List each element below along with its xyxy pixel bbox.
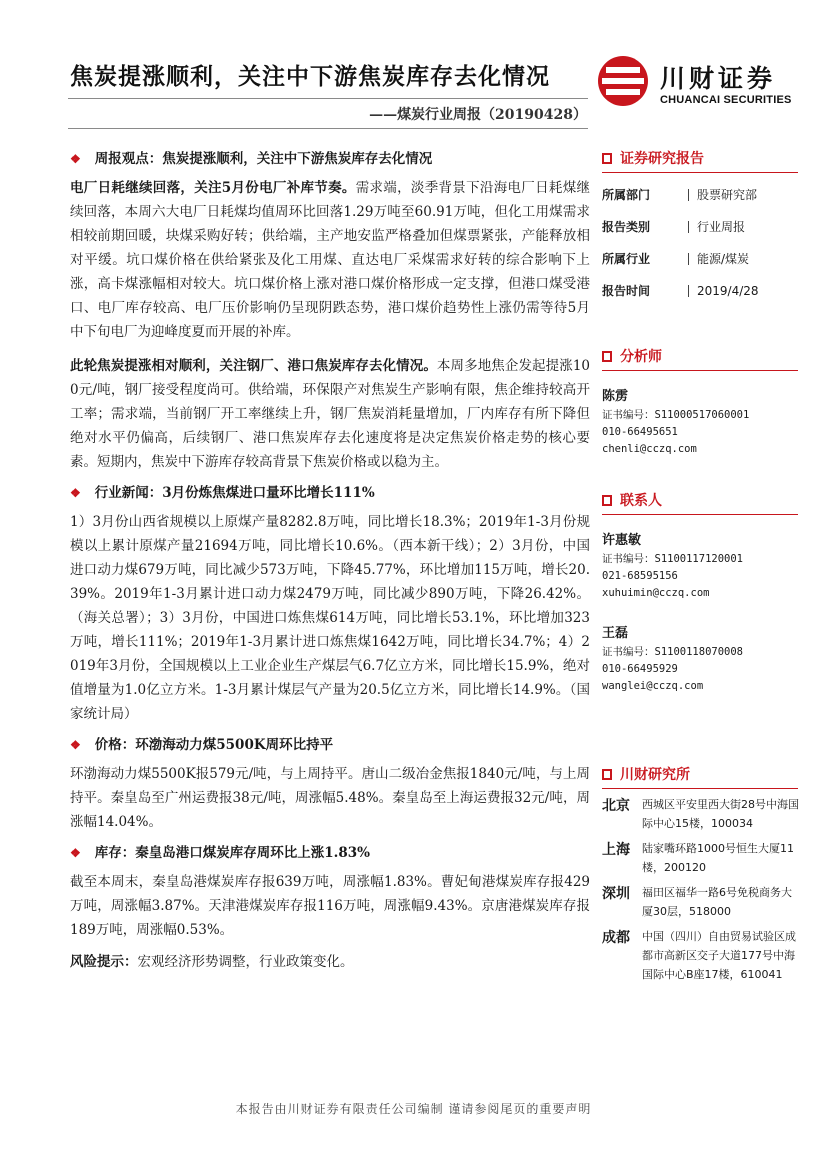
square-bullet-icon bbox=[602, 769, 612, 780]
diamond-bullet-icon: ❖ bbox=[70, 486, 81, 500]
contact-panel bbox=[602, 490, 802, 695]
diamond-bullet-icon: ❖ bbox=[70, 738, 81, 752]
office-chengdu: 成都 中国（四川）自由贸易试验区成都市高新区交子大道177号中海国际中心B座17楼，610041 bbox=[602, 930, 796, 981]
office-shanghai: 上海 陆家嘴环路1000号恒生大厦11楼，200120 bbox=[602, 842, 794, 874]
square-bullet-icon bbox=[602, 351, 612, 362]
main-content bbox=[70, 148, 590, 974]
square-bullet-icon bbox=[602, 495, 612, 506]
diamond-bullet-icon: ❖ bbox=[70, 152, 81, 166]
report-subtitle: ——煤炭行业周报（20190428） bbox=[369, 107, 587, 123]
analyst-cert: 证书编号：S1100051706000​1 bbox=[602, 409, 750, 421]
brand-name-en: CHUANCAI SECURITIES bbox=[660, 94, 792, 106]
analyst-heading: 分析师 bbox=[602, 346, 802, 366]
report-heading: 证券研究报告 bbox=[602, 148, 802, 168]
office-beijing: 北京 西城区平安里西大街28号中海国际中心15楼，100034 bbox=[602, 798, 799, 830]
paragraph: 此轮焦炭提涨相对顺利，关注钢厂、港口焦炭库存去化情况。本周多地焦企发起提涨100元/吨，钢厂接受程度尚可。供给端，环保限产对焦炭生产影响有限，焦企维持较高开工率；需求端，当前钢厂开工率继续上升，钢厂焦炭消耗量增加，厂内库存有所下降但绝对水平仍偏高，后续钢厂、港口焦炭库存去化速度将是决定焦炭价格走势的核心要素。短期内，焦炭中下游库存较高背景下焦炭价格或以稳为主。 bbox=[70, 358, 590, 470]
meta-row-department: 所属部门 股票研究部 bbox=[602, 188, 758, 202]
contact-name: 许惠敏 bbox=[602, 533, 642, 548]
paragraph: 1）3月份山西省规模以上原煤产量8282.8万吨，同比增长18.3%；2019年1-3月份规模以上累计原煤产量21694万吨，同比增长10.6%。（西本新干线）；2）3月份，中国进口动力煤679万吨，同比减少573万吨，下降45.77%，环比增加115万吨，增长20.39%。2019年1-3月累计进口动力煤2479万吨，同比减少890万吨，下降26.42%。（海关总署）；3）3月份，中国进口炼焦煤614万吨，同比增长53.1%，环比增加323万吨，增长111%；2019年1-3月累计进口炼焦煤1642万吨，同比增长34.7%；4）2019年3月份，全国规模以上工业企业生产煤层气6.7亿立方米，同比增长15.9%，绝对值增量为1.0亿立方米。1-3月累计煤层气产量为20.5亿立方米，同比增长14.9%。（国家统计局） bbox=[70, 514, 590, 722]
analyst-phone: 010-66495651 bbox=[602, 426, 678, 438]
square-bullet-icon bbox=[602, 153, 612, 164]
contact-name: 王磊 bbox=[602, 626, 629, 641]
contact-email[interactable]: xuhuimin@cczq.com bbox=[602, 587, 710, 599]
contact-email[interactable]: wanglei@cczq.com bbox=[602, 680, 704, 692]
analyst-email[interactable]: chenli@cczq.com bbox=[602, 443, 697, 455]
contact-phone: 010-66495929 bbox=[602, 663, 678, 675]
risk-warning: 风险提示：宏观经济形势调整，行业政策变化。 bbox=[70, 954, 354, 970]
contact-cert: 证书编号：S1100118070008 bbox=[602, 646, 744, 658]
contact-phone: 021-68595156 bbox=[602, 570, 678, 582]
office-shenzhen: 深圳 福田区福华一路6号免税商务大厦30层，518000 bbox=[602, 886, 792, 918]
contact-heading: 联系人 bbox=[602, 490, 802, 510]
meta-row-category: 报告类别 行业周报 bbox=[602, 220, 746, 234]
section-heading: ❖ 周报观点：焦炭提涨顺利，关注中下游焦炭库存去化情况 bbox=[70, 151, 433, 167]
section-heading: ❖ 行业新闻：3月份炼焦煤进口量环比增长111% bbox=[70, 485, 375, 501]
report-title: 焦炭提涨顺利，关注中下游焦炭库存去化情况 bbox=[70, 63, 550, 90]
paragraph: 电厂日耗继续回落，关注5月份电厂补库节奏。需求端，淡季背景下沿海电厂日耗煤继续回落，本周六大电厂日耗煤均值周环比回落1.29万吨至60.91万吨，但化工用煤需求相较前期回暖，块煤采购好转；供给端，主产地安监严格叠加但煤票紧张，产能释放相对平缓。坑口煤价格在供给紧张及化工用煤、直达电厂采煤需求好转的综合影响下上涨，高卡煤涨幅相对较大。坑口煤价格上涨对港口煤价格形成一定支撑，但港口煤受港口、电厂库存较高、电厂压价影响仍呈现阴跌态势，港口煤价趋势性上涨仍需等待5月中下旬电厂为迎峰度夏而开展的补库。 bbox=[70, 180, 591, 340]
section-heading: ❖ 价格：环渤海动力煤5500K周环比持平 bbox=[70, 737, 334, 753]
footer-disclaimer: 本报告由川财证券有限责任公司编制 谨请参阅尾页的重要声明 bbox=[235, 1102, 592, 1116]
contact-cert: 证书编号：S1100117120001 bbox=[602, 553, 744, 565]
analyst-panel bbox=[602, 346, 802, 458]
section-heading: ❖ 库存：秦皇岛港口煤炭库存周环比上涨1.83% bbox=[70, 845, 370, 861]
institute-heading: 川财研究所 bbox=[602, 764, 802, 784]
paragraph: 截至本周末，秦皇岛港煤炭库存报639万吨，周涨幅1.83%。曹妃甸港煤炭库存报429万吨，周涨幅3.87%。天津港煤炭库存报116万吨，周涨幅9.43%。京唐港煤炭库存报189万吨，周涨幅0.53%。 bbox=[70, 874, 590, 938]
diamond-bullet-icon: ❖ bbox=[70, 846, 81, 860]
paragraph: 环渤海动力煤5500K报579元/吨，与上周持平。唐山二级冶金焦报1840元/吨，与上周持平。秦皇岛至广州运费报38元/吨，周涨幅5.48%。秦皇岛至上海运费报32元/吨，周涨幅14.04%。 bbox=[70, 766, 590, 830]
meta-row-industry: 所属行业 能源/煤炭 bbox=[602, 252, 750, 266]
report-meta-panel bbox=[602, 148, 802, 307]
analyst-name: 陈雳 bbox=[602, 389, 629, 404]
institute-panel bbox=[602, 764, 802, 984]
header-divider-bottom bbox=[68, 128, 588, 129]
brand-name-cn: 川财证券 bbox=[660, 64, 777, 93]
chuancai-logo-icon bbox=[598, 56, 648, 106]
header-divider-top bbox=[68, 98, 588, 99]
meta-row-date: 报告时间 2019/4/28 bbox=[602, 284, 759, 298]
